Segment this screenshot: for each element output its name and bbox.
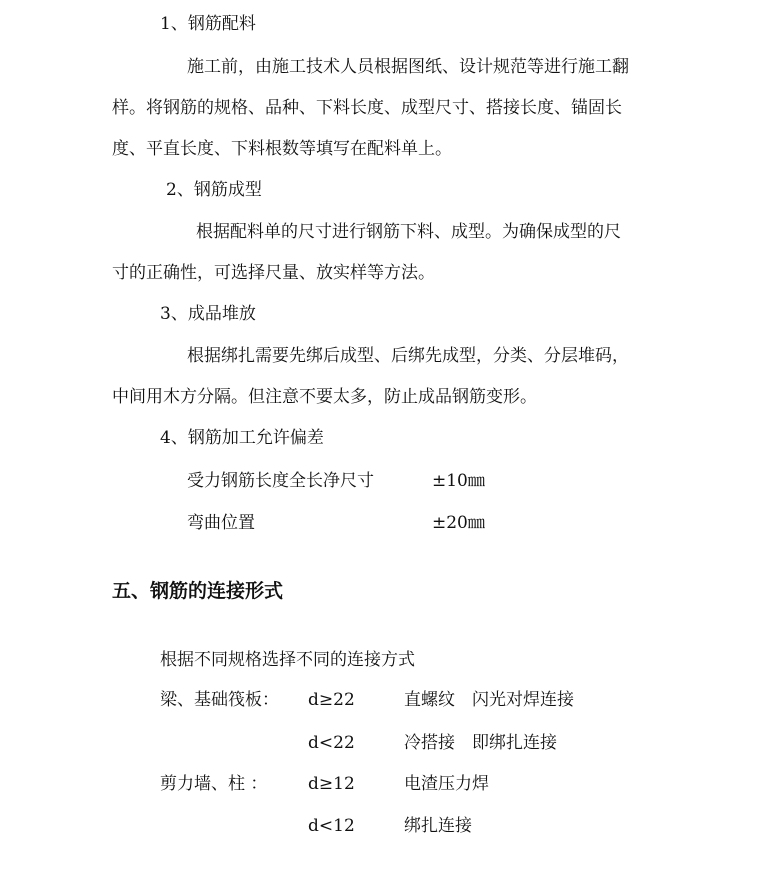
item1-para-line-2: 样。将钢筋的规格、品种、下料长度、成型尺寸、搭接长度、锚固长 xyxy=(112,98,622,118)
connection-method: 冷搭接 即绑扎连接 xyxy=(404,733,557,753)
item3-para-line-2: 中间用木方分隔。但注意不要太多，防止成品钢筋变形。 xyxy=(112,387,537,407)
connection-condition: d<12 xyxy=(308,816,355,836)
item1-title: 1、钢筋配料 xyxy=(160,14,256,34)
tolerance-label-bend: 弯曲位置 xyxy=(187,513,255,533)
connection-condition: d≥22 xyxy=(308,690,355,710)
tolerance-value-bend: ±20㎜ xyxy=(432,513,485,533)
tolerance-value-length: ±10㎜ xyxy=(432,471,485,491)
item2-para-line-1: 根据配料单的尺寸进行钢筋下料、成型。为确保成型的尺 xyxy=(196,222,621,242)
connection-condition: d≥12 xyxy=(308,774,355,794)
item3-title: 3、成品堆放 xyxy=(160,304,256,324)
connection-member-beam: 梁、基础筏板： xyxy=(160,690,279,710)
connection-condition: d<22 xyxy=(308,733,355,753)
connection-method: 绑扎连接 xyxy=(404,816,472,836)
tolerance-label-length: 受力钢筋长度全长净尺寸 xyxy=(187,471,374,491)
item4-title: 4、钢筋加工允许偏差 xyxy=(160,428,324,448)
section5-intro: 根据不同规格选择不同的连接方式 xyxy=(160,650,415,670)
section5-heading: 五、钢筋的连接形式 xyxy=(112,580,284,602)
item2-para-line-2: 寸的正确性，可选择尺量、放实样等方法。 xyxy=(112,263,435,283)
connection-method: 直螺纹 闪光对焊连接 xyxy=(404,690,574,710)
item1-para-line-3: 度、平直长度、下料根数等填写在配料单上。 xyxy=(112,139,452,159)
connection-member-wall: 剪力墙、柱 ： xyxy=(160,774,268,794)
item2-title: 2、钢筋成型 xyxy=(166,180,262,200)
item1-para-line-1: 施工前，由施工技术人员根据图纸、设计规范等进行施工翻 xyxy=(187,57,629,77)
connection-method: 电渣压力焊 xyxy=(404,774,489,794)
item3-para-line-1: 根据绑扎需要先绑后成型、后绑先成型，分类、分层堆码， xyxy=(187,346,629,366)
